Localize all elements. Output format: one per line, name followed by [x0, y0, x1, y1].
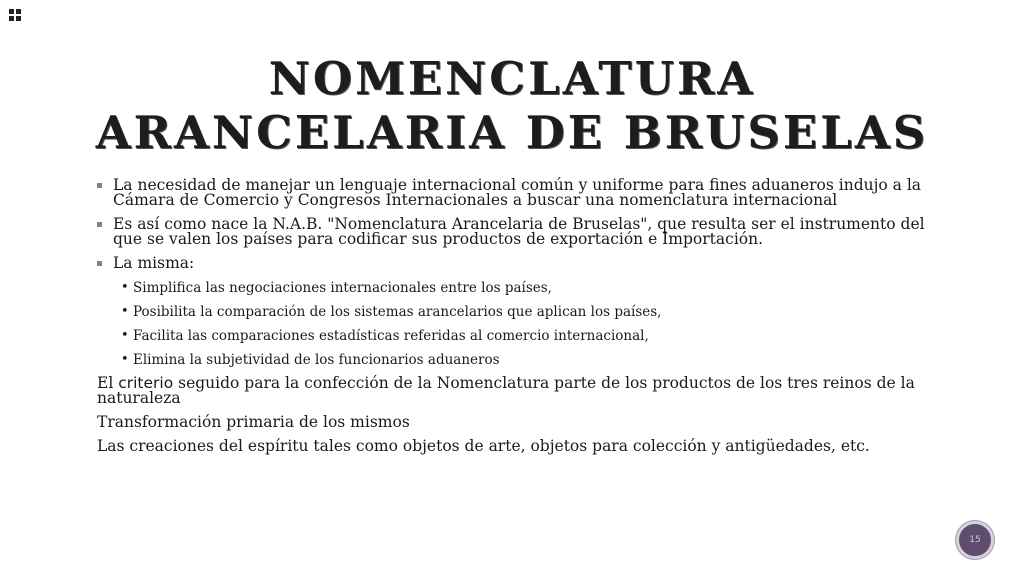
slide-number: 15: [969, 535, 981, 545]
sub-bullet-text: Simplifica las negociaciones internacionales entre los países,: [133, 280, 552, 296]
sub-bullet-item: [97, 328, 937, 344]
paragraph: Las creaciones del espíritu tales como objetos de arte, objetos para colección y antigüedades, etc.: [97, 437, 870, 455]
slide-logo-icon: [9, 9, 21, 21]
sub-bullet-text: Posibilita la comparación de los sistemas arancelarios que aplican los países,: [133, 304, 662, 320]
bullet-item: [97, 178, 937, 208]
dot-bullet-icon: •: [121, 304, 129, 319]
bullet-item: [97, 256, 937, 271]
criterio-after: seguido para la confección de la Nomenclatura parte de los productos de los tres reinos de la naturaleza: [97, 374, 915, 407]
square-bullet-icon: [97, 183, 102, 188]
sub-bullet-item: [97, 280, 937, 296]
square-bullet-icon: [97, 261, 102, 266]
sub-bullet-text: Elimina la subjetividad de los funcionarios aduaneros: [133, 352, 500, 368]
bullet-text: La misma:: [113, 254, 195, 272]
sub-bullet-item: [97, 352, 937, 368]
paragraph: Transformación primaria de los mismos: [97, 413, 410, 431]
sub-bullet-text: Facilita las comparaciones estadísticas referidas al comercio internacional,: [133, 328, 649, 344]
sub-bullet-item: [97, 304, 937, 320]
criterio-word: criterio: [118, 374, 174, 392]
title-line-1: NOMENCLATURA: [268, 52, 756, 105]
slide-title: [0, 52, 1024, 160]
criterio-paragraph: [97, 376, 937, 406]
dot-bullet-icon: •: [121, 280, 129, 295]
dot-bullet-icon: •: [121, 352, 129, 367]
slide-body: [97, 178, 937, 463]
slide-number-badge: [956, 521, 994, 559]
bullet-item: [97, 217, 937, 247]
bullet-text: La necesidad de manejar un lenguaje internacional común y uniforme para fines aduaneros indujo a la Cámara de Comercio y Congresos Internacionales a buscar una nomenclatura internacional: [113, 176, 922, 209]
square-bullet-icon: [97, 222, 102, 227]
dot-bullet-icon: •: [121, 328, 129, 343]
title-line-2: ARANCELARIA DE BRUSELAS: [95, 106, 929, 159]
bullet-text: Es así como nace la N.A.B. "Nomenclatura Arancelaria de Bruselas", que resulta ser el instrumento del que se valen los países para codificar sus productos de exportación e Importación.: [113, 215, 925, 248]
criterio-before: El: [97, 374, 119, 392]
